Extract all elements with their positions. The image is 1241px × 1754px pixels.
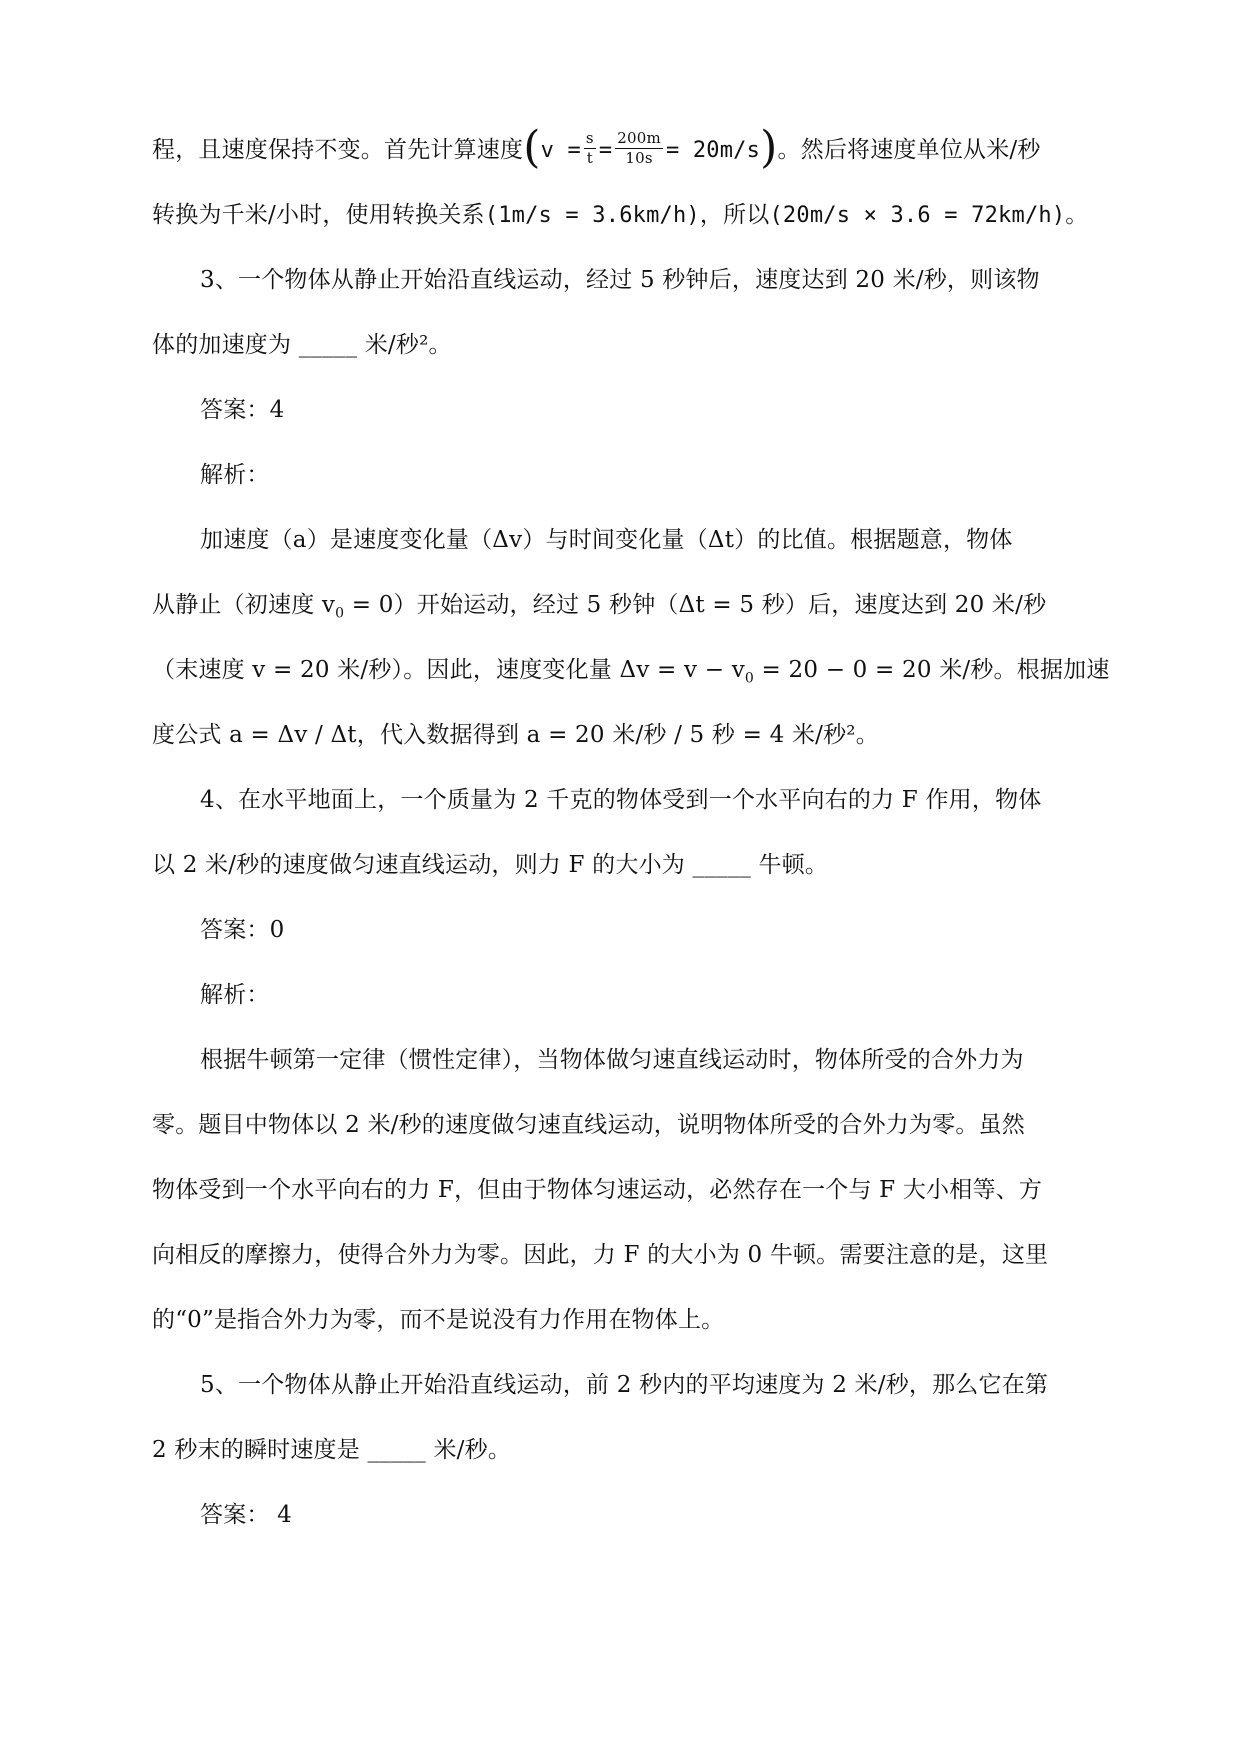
question-5-line-1: 5、一个物体从静止开始沿直线运动，前 2 秒内的平均速度为 2 米/秒，那么它在第 xyxy=(200,1372,1049,1398)
document-page xyxy=(152,118,1110,1548)
fraction-denominator: 10s xyxy=(625,148,653,167)
equation-calculation: (20m/s × 3.6 = 72km/h) xyxy=(769,203,1066,228)
question-4-analysis-line-3: 物体受到一个水平向右的力 F，但由于物体匀速运动，必然存在一个与 F 大小相等、方 xyxy=(152,1177,1043,1203)
question-3-analysis-label: 解析： xyxy=(200,462,270,488)
question-5-answer: 答案： 4 xyxy=(200,1502,292,1528)
fraction-200m-over-10s xyxy=(615,128,663,167)
question-3-analysis-line-2 xyxy=(152,573,1097,638)
fraction-numerator: s xyxy=(585,128,594,147)
equation-v: v = xyxy=(540,138,581,163)
question-4-line-1: 4、在水平地面上，一个质量为 2 千克的物体受到一个水平向右的力 F 作用，物体 xyxy=(200,787,1042,813)
equation-equals: = xyxy=(598,138,613,163)
fraction-s-over-t xyxy=(584,128,596,167)
question-4-answer: 答案：0 xyxy=(200,917,285,943)
question-3-analysis-line-1: 加速度（a）是速度变化量（Δv）与时间变化量（Δt）的比值。根据题意，物体 xyxy=(200,527,1013,553)
question-3-line-2: 体的加速度为 _____ 米/秒²。 xyxy=(152,332,452,358)
equation-conversion: (1m/s = 3.6km/h) xyxy=(484,203,700,228)
text-run: ，所以 xyxy=(699,202,770,228)
question-3-analysis-line-3 xyxy=(152,638,1110,703)
question-5-line-2: 2 秒末的瞬时速度是 _____ 米/秒。 xyxy=(152,1437,512,1463)
text-run: 转换为千米/小时，使用转换关系 xyxy=(152,202,485,228)
subscript-zero: 0 xyxy=(335,605,345,622)
question-4-line-2: 以 2 米/秒的速度做匀速直线运动，则力 F 的大小为 _____ 牛顿。 xyxy=(152,852,829,878)
question-3-analysis-line-4: 度公式 a = Δv / Δt，代入数据得到 a = 20 米/秒 / 5 秒 = 4 米/秒²。 xyxy=(152,722,879,748)
equation-result: = 20m/s xyxy=(665,138,761,163)
right-paren-icon: ) xyxy=(760,122,778,173)
question-4-analysis-label: 解析： xyxy=(200,982,270,1008)
question-3-line-1: 3、一个物体从静止开始沿直线运动，经过 5 秒钟后，速度达到 20 米/秒，则该物 xyxy=(200,267,1040,293)
paragraph-line xyxy=(152,183,1097,248)
text-run: 。 xyxy=(1065,202,1089,228)
text-run: 。然后将速度单位从米/秒 xyxy=(777,137,1041,163)
question-4-analysis-line-1: 根据牛顿第一定律（惯性定律），当物体做匀速直线运动时，物体所受的合外力为 xyxy=(200,1047,1024,1073)
question-3-answer: 答案：4 xyxy=(200,397,285,423)
question-4-analysis-line-2: 零。题目中物体以 2 米/秒的速度做匀速直线运动，说明物体所受的合外力为零。虽然 xyxy=(152,1112,1026,1138)
fraction-denominator: t xyxy=(586,148,593,167)
question-4-analysis-line-4: 向相反的摩擦力，使得合外力为零。因此，力 F 的大小为 0 牛顿。需要注意的是，这里 xyxy=(152,1242,1049,1268)
text-run: = 0）开始运动，经过 5 秒钟（Δt = 5 秒）后，速度达到 20 米/秒 xyxy=(344,592,1047,618)
text-run: 程，且速度保持不变。首先计算速度 xyxy=(152,137,524,163)
question-4-analysis-line-5: 的“0”是指合外力为零，而不是说没有力作用在物体上。 xyxy=(152,1307,725,1333)
fraction-numerator: 200m xyxy=(617,128,661,147)
text-run: = 20 − 0 = 20 米/秒。根据加速 xyxy=(754,657,1110,683)
subscript-zero: 0 xyxy=(744,670,755,687)
paragraph-line xyxy=(152,118,1097,183)
text-run: 从静止（初速度 v xyxy=(152,592,336,618)
left-paren-icon: ( xyxy=(523,122,541,173)
text-run: （末速度 v = 20 米/秒）。因此，速度变化量 Δv = v − v xyxy=(152,657,745,683)
